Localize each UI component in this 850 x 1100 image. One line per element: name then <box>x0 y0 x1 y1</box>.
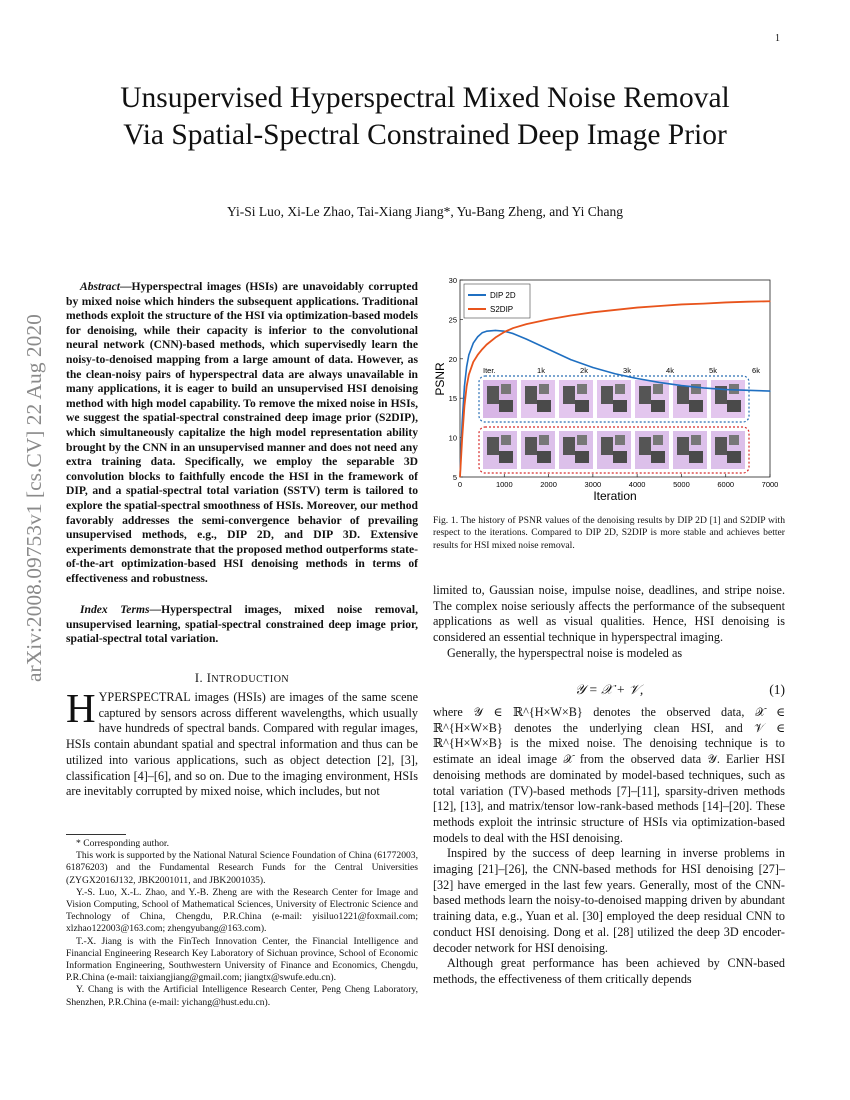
data-point <box>477 354 478 355</box>
legend-label: S2DIP <box>490 305 514 314</box>
thumbnail-detail <box>525 437 537 455</box>
thumbnail-detail <box>525 386 537 404</box>
footnote: T.-X. Jiang is with the FinTech Innovation Center, the Financial Intelligence and Financial Engineering Research Key Laboratory of Sichuan province, School of Economic Information Engineering, Southwestern University of Finance and Economics, Chengdu, P.R.China (e-mail: taixiangjiang@gmail.com; jiangtx@swufe.edu.cn). <box>66 935 418 984</box>
thumbnail-detail <box>575 400 589 412</box>
data-point <box>468 354 469 355</box>
section-heading <box>66 671 418 686</box>
thumbnail-detail <box>653 435 663 445</box>
paragraph: where 𝒴 ∈ ℝ^{H×W×B} denotes the observed data, 𝒳 ∈ ℝ^{H×W×B} denotes the underlying clean HSI, and 𝒱 ∈ ℝ^{H×W×B} is the mixed noise. The denoising technique is to estimate an ideal image 𝒳 from the observed data 𝒴. Earlier HSI denoising methods are dominated by model-based techniques, such as total variation (TV)-based methods [7]–[11], sparsity-driven methods [12], [13], and matrix/tensor low-rank-based methods [14]–[20]. These methods exploit the intrinsic structure of HSIs via optimization-based models to deal with the HSI denoising. <box>433 705 785 845</box>
data-point <box>495 330 496 331</box>
paragraph: limited to, Gaussian noise, impulse noise, deadlines, and stripe noise. The complex noise seriously affects the performance of the subsequent applications as well as visual qualities. Hence, HSI denoising is considered an essential technique in hyperspectral imaging. <box>433 583 785 645</box>
thumbnail-detail <box>715 437 727 455</box>
x-tick-label: 2000 <box>540 480 557 489</box>
thumbnail-detail <box>615 384 625 394</box>
abstract-text: —Hyperspectral images (HSIs) are unavoidably corrupted by mixed noise which hinders the subsequent applications. Traditional methods exploit the structure of the HSI via optimization-based models for denoising, while their capacity is inferior to the convolutional neural network (CNN)-based methods, which supervisedly learn the noisy-to-denoised mapping from a large amount of data. However, as the clean-noisy pairs of hyperspectral data are always unavailable in many applications, it is eager to build an unsupervised HSI denoising method with high model capability. To remove the mixed noise in HSIs, we suggest the spatial-spectral constrained deep image prior (S2DIP), which simultaneously capitalize the high model representation ability brought by the CNN in an unsupervised manner and does not need any extra training data. Specifically, we employ the separable 3D convolution blocks to faithfully encode the HSI in the framework of DIP, and a spatial-spectral total variation (SSTV) term is tailored to explore the spatial-spectral smoothness of HSIs. Moreover, our method favorably addresses the semi-convergence behavior of prevailing unsupervised methods, e.g., DIP 2D, and DIP 3D. Extensive experiments demonstrate that the proposed method outperforms state-of-the-art optimization-based HSI denoising methods in terms of effectiveness and robustness. <box>66 280 418 585</box>
equation-1 <box>433 682 785 700</box>
data-point <box>464 405 465 406</box>
section-heading-text: I. INTRODUCTION <box>194 671 290 685</box>
x-tick-label: 7000 <box>761 480 779 489</box>
data-point <box>725 302 726 303</box>
data-point <box>548 319 549 320</box>
thumbnail-detail <box>537 451 551 463</box>
x-axis-label: Iteration <box>593 489 637 503</box>
thumbnail-detail <box>601 437 613 455</box>
thumbnail-detail <box>537 400 551 412</box>
thumbnail-detail <box>499 451 513 463</box>
data-point <box>703 387 704 388</box>
data-point <box>466 366 467 367</box>
data-point <box>459 476 460 477</box>
footnote: Y. Chang is with the Artificial Intelligence Research Center, Peng Cheng Laboratory, Shenzhen, P.R.China (e-mail: yichang@hust.edu.cn). <box>66 984 418 1008</box>
page-number: 1 <box>775 33 780 44</box>
thumbnail-detail <box>677 437 689 455</box>
y-tick-label: 30 <box>448 276 457 285</box>
index-terms <box>66 603 418 647</box>
thumbnail-detail <box>729 435 739 445</box>
footnotes <box>66 838 418 1009</box>
thumbnail-detail <box>691 435 701 445</box>
data-point <box>504 331 505 332</box>
introduction-text <box>66 685 418 800</box>
inset-label: 6k <box>752 366 760 375</box>
paragraph: Generally, the hyperspectral noise is modeled as <box>447 645 683 660</box>
thumbnail-detail <box>639 437 651 455</box>
footnote: * Corresponding author. <box>76 838 169 849</box>
data-point <box>486 344 487 345</box>
thumbnail-detail <box>501 435 511 445</box>
figure-1 <box>432 275 787 507</box>
right-column-top <box>433 583 785 662</box>
abstract-label: Abstract <box>80 280 120 293</box>
x-tick-label: 6000 <box>717 480 735 489</box>
x-tick-label: 0 <box>457 480 463 489</box>
thumbnail-detail <box>677 386 689 404</box>
figure-caption: Fig. 1. The history of PSNR values of the denoising results by DIP 2D [1] and S2DIP with respect to the iterations. Compared to DIP 2D, S2DIP is more stable and achieves better results for HSI mixed noise removal. <box>433 515 785 551</box>
footnote: Y.-S. Luo, X.-L. Zhao, and Y.-B. Zheng are with the Research Center for Image and Vision Computing, School of Mathematical Sciences, University of Electronic Science and Technology of China, Chengdu, P.R.China (e-mail: yisiluo1221@foxmail.com; xlzhao122003@163.com; zhengyubang@163.com). <box>66 886 418 935</box>
thumbnail-detail <box>727 451 741 463</box>
data-point <box>637 378 638 379</box>
footnote: This work is supported by the National Natural Science Foundation of China (61772003, 61876203) and the Fundamental Research Funds for the Central Universities (ZYGX2016J132, JBK2001011, and JBK2001035). <box>66 850 418 886</box>
data-point <box>482 349 483 350</box>
equation-number: (1) <box>769 682 785 697</box>
inset-label: 2k <box>580 366 588 375</box>
data-point <box>548 349 549 350</box>
data-point <box>614 309 615 310</box>
data-point <box>513 333 514 334</box>
data-point <box>466 386 467 387</box>
paragraph: Although great performance has been achieved by CNN-based methods, the effectiveness of them critically depends <box>433 956 785 986</box>
inset-label: 1k <box>537 366 545 375</box>
y-tick-label: 5 <box>452 473 457 482</box>
data-point <box>473 361 474 362</box>
data-point <box>570 315 571 316</box>
data-point <box>482 332 483 333</box>
inset-label: 4k <box>666 366 674 375</box>
equation-body: 𝒴 = 𝒳 + 𝒱, <box>574 682 644 697</box>
paragraph: Inspired by the success of deep learning in inverse problems in imaging [21]–[26], the CNN-based methods for HSI denoising [27]–[32] have emerged in the last few years. Generally, most of the CNN-based methods learn the noisy-to-denoised mapping driven by abundant training data, e.g., Yuan et al. [30] employed the deep residual CNN to conduct HSI denoising. Dong et al. [28] utilized the deep 3D encoder-decoder network for HSI denoising. <box>433 846 785 955</box>
data-point <box>473 342 474 343</box>
data-point <box>486 331 487 332</box>
thumbnail-detail <box>563 437 575 455</box>
thumbnail-detail <box>689 400 703 412</box>
x-tick-label: 1000 <box>495 480 513 489</box>
thumbnail-detail <box>577 384 587 394</box>
thumbnail-detail <box>651 451 665 463</box>
author-list: Yi-Si Luo, Xi-Le Zhao, Tai-Xiang Jiang*, Yu-Bang Zheng, and Yi Chang <box>227 204 623 219</box>
y-tick-label: 20 <box>448 354 457 364</box>
data-point <box>725 389 726 390</box>
paper-title <box>60 80 790 154</box>
inset-label: 3k <box>623 366 631 375</box>
thumbnail-detail <box>613 400 627 412</box>
footnote-rule <box>66 834 126 835</box>
inset-label: Iter. <box>483 366 496 375</box>
thumbnail-detail <box>563 386 575 404</box>
data-point <box>592 312 593 313</box>
title-line-1: Unsupervised Hyperspectral Mixed Noise Removal <box>120 82 730 114</box>
data-point <box>681 385 682 386</box>
data-point <box>614 373 615 374</box>
x-tick-label: 5000 <box>673 480 690 489</box>
data-point <box>495 337 496 338</box>
data-point <box>464 386 465 387</box>
y-tick-label: 25 <box>448 315 457 325</box>
data-point <box>769 391 770 392</box>
thumbnail-detail <box>689 451 703 463</box>
x-tick-label: 4000 <box>628 480 646 489</box>
y-axis-label: PSNR <box>433 362 447 396</box>
intro-body: YPERSPECTRAL images (HSIs) are images of the same scene captured by sensors across different wavelengths, which usually have hundreds of spectral bands. Compared with regular images, HSIs contain abundant spatial and spectral information and thus can be utilized into various applications, such as object detection [2], [3], classification [4]–[6], and so on. Due to the imaging environment, HSIs are inevitably corrupted by mixed noise, which includes, but not <box>66 690 418 799</box>
data-point <box>747 301 748 302</box>
thumbnail-detail <box>639 386 651 404</box>
thumbnail-detail <box>499 400 513 412</box>
data-point <box>513 327 514 328</box>
thumbnail-detail <box>651 400 665 412</box>
data-point <box>526 324 527 325</box>
inset-label: 5k <box>709 366 717 375</box>
arxiv-id: arXiv:2008.09753v1 [cs.CV] 22 Aug 2020 <box>22 314 46 682</box>
thumbnail-detail <box>691 384 701 394</box>
data-point <box>592 367 593 368</box>
data-point <box>462 437 463 438</box>
index-label: Index Terms <box>80 603 150 616</box>
thumbnail-detail <box>487 386 499 404</box>
data-point <box>659 305 660 306</box>
thumbnail-detail <box>613 451 627 463</box>
data-point <box>681 304 682 305</box>
data-point <box>477 336 478 337</box>
thumbnail-detail <box>615 435 625 445</box>
thumbnail-detail <box>653 384 663 394</box>
thumbnail-detail <box>501 384 511 394</box>
abstract <box>66 280 418 586</box>
data-point <box>468 374 469 375</box>
y-tick-label: 10 <box>448 433 457 443</box>
thumbnail-detail <box>601 386 613 404</box>
thumbnail-detail <box>539 384 549 394</box>
thumbnail-detail <box>487 437 499 455</box>
x-tick-label: 3000 <box>584 480 602 489</box>
thumbnail-detail <box>575 451 589 463</box>
data-point <box>703 303 704 304</box>
data-point <box>769 301 770 302</box>
thumbnail-detail <box>539 435 549 445</box>
arxiv-stamp <box>5 290 55 690</box>
data-point <box>659 382 660 383</box>
thumbnail-detail <box>577 435 587 445</box>
data-point <box>747 390 748 391</box>
psnr-chart <box>432 275 787 507</box>
index-text: —Hyperspectral images, mixed noise removal, unsupervised learning, spatial-spectral constrained deep image prior, spatial-spectral total variation. <box>66 603 418 646</box>
thumbnail-detail <box>727 400 741 412</box>
right-column-body <box>433 705 785 988</box>
dropcap: H <box>66 685 96 731</box>
data-point <box>637 307 638 308</box>
title-line-2: Via Spatial-Spectral Constrained Deep Image Prior <box>123 119 727 151</box>
legend-label: DIP 2D <box>490 291 516 300</box>
y-tick-label: 15 <box>448 394 457 404</box>
data-point <box>570 359 571 360</box>
data-point <box>526 339 527 340</box>
